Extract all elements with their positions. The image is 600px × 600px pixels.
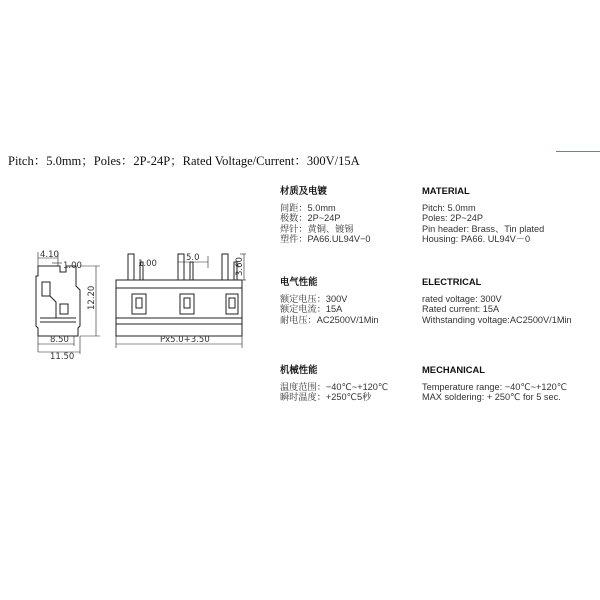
spec-en-material-line: Housing: PA66. UL94V－0 [422,234,531,245]
spec-en-electrical-title: ELECTRICAL [422,276,482,287]
spec-cn-material-line: 间距：5.0mm [280,202,336,213]
spec-en-mechanical-title: MECHANICAL [422,364,486,375]
dim-front-pin-width: 1.00 [138,259,157,269]
spec-cn-mechanical-title: 机械性能 [280,364,318,375]
dim-pitch: 5.0 [186,253,200,263]
spec-cn-material-line: 极数：2P~24P [280,213,341,224]
spec-en-electrical-line: rated voltage: 300V [422,293,502,304]
spec-cn-material-line: 焊针：黄铜、镀锡 [280,223,354,234]
dim-length-formula: Px5.0+3.50 [160,335,210,345]
spec-cn-mechanical-line: 瞬时温度：+250℃5秒 [280,392,372,403]
spec-en-material-line: Poles: 2P~24P [422,213,484,224]
spec-cn-electrical [280,277,379,325]
front-view [116,254,246,348]
spec-cn-electrical-line: 额定电流：15A [280,304,343,315]
spec-cn-material [280,186,370,245]
dim-top-width: 4.10 [40,250,59,260]
spec-en-electrical-line: Rated current: 15A [422,304,500,315]
spec-en-electrical-line: Withstanding voltage:AC2500V/1Min [422,314,572,325]
dim-height: 12.20 [87,285,97,310]
spec-cn-material-title: 材质及电镀 [280,185,327,196]
spec-headline: Pitch：5.0mm；Poles：2P-24P；Rated Voltage/Current：300V/15A [8,154,360,168]
spec-en-electrical [422,277,572,325]
dim-side-pin-width: 1.00 [63,261,82,271]
spec-en-mechanical [422,365,567,403]
accent-line [556,151,600,152]
spec-cn-mechanical [280,365,388,403]
spec-en-mechanical-line: Temperature range: −40℃~+120℃ [422,381,568,392]
spec-en-material-line: Pitch: 5.0mm [422,202,476,213]
spec-cn-electrical-title: 电气性能 [280,276,318,287]
spec-cn-material-line: 塑件：PA66.UL94V−0 [280,234,371,245]
spec-en-material-title: MATERIAL [422,185,470,196]
spec-en-material-line: Pin header: Brass、Tin plated [422,223,545,234]
spec-en-material [422,186,544,245]
technical-drawing [30,248,250,365]
spec-cn-mechanical-line: 温度范围：−40℃~+120℃ [280,381,389,392]
spec-en-mechanical-line: MAX soldering: + 250℃ for 5 sec. [422,392,561,403]
spec-cn-electrical-line: 耐电压：AC2500V/1Min [280,314,379,325]
spec-cn-electrical-line: 额定电压：300V [280,293,348,304]
dim-pin-height: 3.60 [235,257,245,276]
connector-drawing-svg [30,248,250,360]
dim-base-width: 8.50 [50,335,69,345]
dim-total-width: 11.50 [50,352,75,360]
